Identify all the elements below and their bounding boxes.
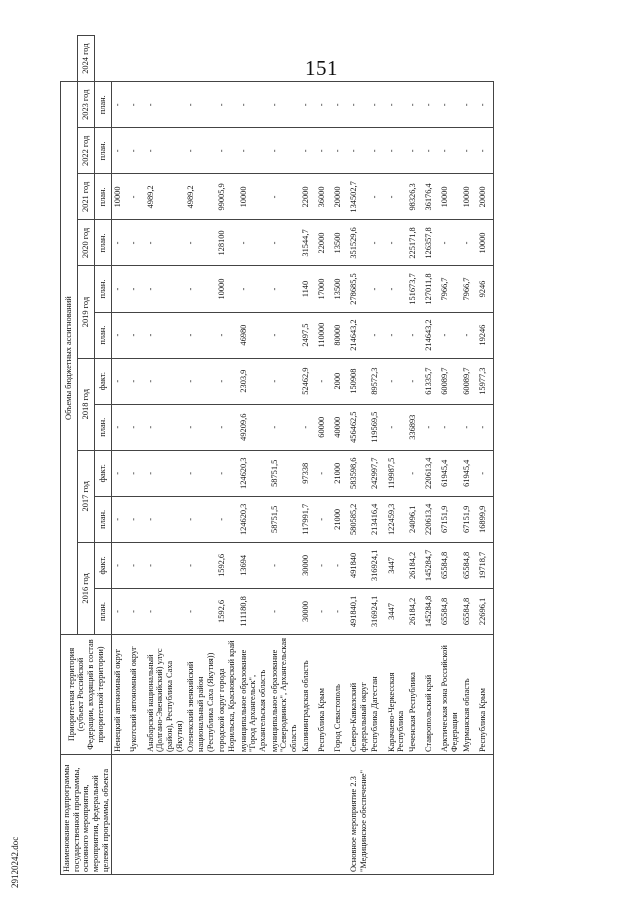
- value-cell: -: [185, 358, 216, 404]
- program-name-cell: [332, 755, 348, 875]
- value-cell: -: [112, 404, 129, 450]
- value-cell: 134502,7: [348, 174, 369, 220]
- value-cell: 10000: [439, 174, 460, 220]
- value-cell: -: [216, 404, 237, 450]
- value-cell: -: [128, 358, 144, 404]
- territory-cell: городской округ города Норильска, Красноярский край: [216, 635, 237, 755]
- value-cell: 220613,4: [423, 496, 439, 542]
- territory-cell: Оленекский эвенкийский национальный район (Республика Саха (Якутия)): [185, 635, 216, 755]
- value-cell: -: [386, 220, 407, 266]
- value-cell: 10000: [216, 266, 237, 312]
- value-cell: -: [300, 128, 316, 174]
- value-cell: -: [461, 220, 477, 266]
- value-cell: -: [332, 128, 348, 174]
- value-cell: 58751,5: [269, 450, 300, 496]
- value-cell: -: [423, 404, 439, 450]
- value-cell: 213416,4: [369, 496, 385, 542]
- value-cell: 10000: [112, 174, 129, 220]
- value-cell: 124620,3: [238, 496, 269, 542]
- value-cell: -: [145, 220, 186, 266]
- value-cell: 98326,3: [407, 174, 423, 220]
- value-cell: 220613,4: [423, 450, 439, 496]
- header-year: 2017 год: [78, 450, 95, 542]
- value-cell: 128100: [216, 220, 237, 266]
- value-cell: -: [269, 128, 300, 174]
- value-cell: 13694: [238, 542, 269, 588]
- value-cell: 30000: [300, 542, 316, 588]
- value-cell: -: [185, 542, 216, 588]
- value-cell: -: [128, 82, 144, 128]
- program-name-cell: [439, 755, 460, 875]
- header-sub-1: факт.: [95, 542, 112, 588]
- header-sub-9: план.: [95, 174, 112, 220]
- value-cell: 40000: [332, 404, 348, 450]
- value-cell: -: [216, 82, 237, 128]
- value-cell: 67151,9: [461, 496, 477, 542]
- territory-cell: Арктическая зона Российской Федерации: [439, 635, 460, 755]
- value-cell: 583598,6: [348, 450, 369, 496]
- value-cell: 3447: [386, 588, 407, 634]
- value-cell: -: [407, 358, 423, 404]
- header-program-name: Наименование подпрограммы государственной программы, основного мероприятия, мероприятия, федеральной целевой программы, объекта: [61, 755, 112, 875]
- value-cell: -: [386, 174, 407, 220]
- value-cell: 22000: [300, 174, 316, 220]
- value-cell: 336893: [407, 404, 423, 450]
- value-cell: 351529,6: [348, 220, 369, 266]
- value-cell: -: [112, 220, 129, 266]
- value-cell: -: [407, 128, 423, 174]
- value-cell: -: [316, 496, 332, 542]
- value-cell: 24096,1: [407, 496, 423, 542]
- value-cell: -: [216, 450, 237, 496]
- value-cell: -: [316, 128, 332, 174]
- territory-cell: Республика Крым: [316, 635, 332, 755]
- value-cell: -: [128, 496, 144, 542]
- value-cell: -: [269, 220, 300, 266]
- value-cell: 80000: [332, 312, 348, 358]
- table-row: [269, 36, 300, 875]
- value-cell: 1592,6: [216, 542, 237, 588]
- value-cell: -: [269, 588, 300, 634]
- table-row: [386, 36, 407, 875]
- value-cell: 97338: [300, 450, 316, 496]
- program-name-cell: [238, 755, 269, 875]
- value-cell: 19246: [477, 312, 494, 358]
- program-name-cell: [423, 755, 439, 875]
- value-cell: -: [386, 266, 407, 312]
- value-cell: 124620,3: [238, 450, 269, 496]
- table-row: [423, 36, 439, 875]
- value-cell: 17000: [316, 266, 332, 312]
- budget-table: [60, 35, 494, 875]
- value-cell: 20000: [332, 174, 348, 220]
- territory-cell: муниципальное образование "Город Архангельск", Архангельская область: [238, 635, 269, 755]
- value-cell: 13500: [332, 266, 348, 312]
- value-cell: 67151,9: [439, 496, 460, 542]
- header-year: 2020 год: [78, 220, 95, 266]
- value-cell: -: [145, 542, 186, 588]
- value-cell: -: [269, 404, 300, 450]
- value-cell: 3447: [386, 542, 407, 588]
- program-name-cell: [112, 755, 129, 875]
- value-cell: 22000: [316, 220, 332, 266]
- value-cell: -: [369, 312, 385, 358]
- value-cell: -: [145, 312, 186, 358]
- value-cell: 52462,9: [300, 358, 316, 404]
- value-cell: -: [348, 82, 369, 128]
- value-cell: -: [439, 312, 460, 358]
- value-cell: -: [477, 128, 494, 174]
- value-cell: 456462,5: [348, 404, 369, 450]
- value-cell: -: [369, 82, 385, 128]
- value-cell: 19718,7: [477, 542, 494, 588]
- header-sub-10: план.: [95, 128, 112, 174]
- value-cell: -: [369, 174, 385, 220]
- value-cell: -: [269, 82, 300, 128]
- value-cell: -: [439, 128, 460, 174]
- header-sub-11: план.: [95, 82, 112, 128]
- program-name-cell: [461, 755, 477, 875]
- value-cell: 15977,3: [477, 358, 494, 404]
- value-cell: 4989,2: [145, 174, 186, 220]
- value-cell: -: [386, 128, 407, 174]
- value-cell: 10000: [238, 174, 269, 220]
- value-cell: 214643,2: [348, 312, 369, 358]
- value-cell: -: [145, 404, 186, 450]
- value-cell: 150908: [348, 358, 369, 404]
- value-cell: -: [238, 220, 269, 266]
- rotated-table-container: [60, 35, 620, 875]
- program-name-cell: [300, 755, 316, 875]
- value-cell: 26184,2: [407, 588, 423, 634]
- value-cell: 145284,7: [423, 542, 439, 588]
- header-year: 2021 год: [78, 174, 95, 220]
- value-cell: 2000: [332, 358, 348, 404]
- table-row: [185, 36, 216, 875]
- value-cell: 20000: [477, 174, 494, 220]
- table-row: [407, 36, 423, 875]
- value-cell: -: [386, 82, 407, 128]
- value-cell: -: [145, 358, 186, 404]
- territory-cell: Ставропольский край: [423, 635, 439, 755]
- value-cell: -: [461, 128, 477, 174]
- value-cell: -: [316, 358, 332, 404]
- value-cell: -: [112, 450, 129, 496]
- table-row: [216, 36, 237, 875]
- value-cell: -: [439, 404, 460, 450]
- value-cell: -: [269, 266, 300, 312]
- header-sub-7: план.: [95, 266, 112, 312]
- value-cell: 316924,1: [369, 542, 385, 588]
- value-cell: -: [423, 82, 439, 128]
- value-cell: -: [216, 312, 237, 358]
- value-cell: -: [216, 128, 237, 174]
- value-cell: -: [477, 450, 494, 496]
- value-cell: -: [461, 82, 477, 128]
- value-cell: 61335,7: [423, 358, 439, 404]
- value-cell: 10000: [461, 174, 477, 220]
- value-cell: -: [369, 266, 385, 312]
- value-cell: -: [112, 128, 129, 174]
- value-cell: -: [407, 82, 423, 128]
- value-cell: 30000: [300, 588, 316, 634]
- page-number: 151: [305, 56, 338, 80]
- value-cell: 60089,7: [461, 358, 477, 404]
- value-cell: 225171,8: [407, 220, 423, 266]
- value-cell: 151673,7: [407, 266, 423, 312]
- value-cell: 1140: [300, 266, 316, 312]
- value-cell: 99005,9: [216, 174, 237, 220]
- value-cell: -: [145, 128, 186, 174]
- value-cell: 145284,8: [423, 588, 439, 634]
- value-cell: 4989,2: [185, 174, 216, 220]
- header-year: 2023 год: [78, 82, 95, 128]
- value-cell: 65584,8: [439, 588, 460, 634]
- value-cell: -: [185, 588, 216, 634]
- territory-cell: Анабарский национальный (Долгано-Эвенкийский) улус (район), Республика Саха (Якутия): [145, 635, 186, 755]
- value-cell: -: [332, 542, 348, 588]
- value-cell: 65584,8: [439, 542, 460, 588]
- territory-cell: Северо-Кавказский федеральный округ: [348, 635, 369, 755]
- program-name-cell: [316, 755, 332, 875]
- value-cell: -: [332, 82, 348, 128]
- territory-cell: Город Севастополь: [332, 635, 348, 755]
- value-cell: 31544,7: [300, 220, 316, 266]
- territory-cell: Ненецкий автономный округ: [112, 635, 129, 755]
- value-cell: -: [185, 404, 216, 450]
- value-cell: 7966,7: [461, 266, 477, 312]
- value-cell: -: [128, 450, 144, 496]
- value-cell: -: [185, 128, 216, 174]
- value-cell: -: [407, 312, 423, 358]
- value-cell: 126357,8: [423, 220, 439, 266]
- value-cell: -: [238, 266, 269, 312]
- value-cell: -: [369, 220, 385, 266]
- value-cell: -: [407, 450, 423, 496]
- value-cell: -: [145, 450, 186, 496]
- value-cell: -: [461, 404, 477, 450]
- value-cell: -: [369, 128, 385, 174]
- value-cell: -: [316, 542, 332, 588]
- header-year: 2024 год: [78, 36, 95, 82]
- territory-cell: Чукотский автономный округ: [128, 635, 144, 755]
- value-cell: 2303,9: [238, 358, 269, 404]
- territory-cell: Республика Крым: [477, 635, 494, 755]
- value-cell: 316924,1: [369, 588, 385, 634]
- value-cell: 65584,8: [461, 588, 477, 634]
- table-row: [316, 36, 332, 875]
- territory-cell: Чеченская Республика: [407, 635, 423, 755]
- value-cell: 36176,4: [423, 174, 439, 220]
- value-cell: -: [112, 358, 129, 404]
- value-cell: 127011,8: [423, 266, 439, 312]
- value-cell: -: [128, 174, 144, 220]
- value-cell: -: [386, 358, 407, 404]
- value-cell: -: [477, 404, 494, 450]
- value-cell: -: [145, 496, 186, 542]
- value-cell: 242997,7: [369, 450, 385, 496]
- value-cell: 214643,2: [423, 312, 439, 358]
- header-sub-3: факт.: [95, 450, 112, 496]
- value-cell: 26184,2: [407, 542, 423, 588]
- value-cell: -: [423, 128, 439, 174]
- value-cell: 7966,7: [439, 266, 460, 312]
- value-cell: -: [112, 496, 129, 542]
- value-cell: 2497,5: [300, 312, 316, 358]
- value-cell: -: [128, 266, 144, 312]
- value-cell: -: [112, 312, 129, 358]
- value-cell: -: [112, 542, 129, 588]
- value-cell: 491840,1: [348, 588, 369, 634]
- value-cell: 49209,6: [238, 404, 269, 450]
- value-cell: 36000: [316, 174, 332, 220]
- value-cell: -: [185, 450, 216, 496]
- value-cell: 1592,6: [216, 588, 237, 634]
- value-cell: 61945,4: [461, 450, 477, 496]
- table-row: [128, 36, 144, 875]
- territory-cell: Карачаево-Черкесская Республика: [386, 635, 407, 755]
- value-cell: -: [112, 266, 129, 312]
- value-cell: 22696,1: [477, 588, 494, 634]
- value-cell: 119569,5: [369, 404, 385, 450]
- value-cell: 111180,8: [238, 588, 269, 634]
- header-year: 2022 год: [78, 128, 95, 174]
- table-row: [332, 36, 348, 875]
- value-cell: 110000: [316, 312, 332, 358]
- table-row: [461, 36, 477, 875]
- value-cell: 119987,5: [386, 450, 407, 496]
- value-cell: -: [332, 588, 348, 634]
- value-cell: -: [269, 358, 300, 404]
- value-cell: -: [145, 82, 186, 128]
- value-cell: 122459,3: [386, 496, 407, 542]
- value-cell: 21000: [332, 450, 348, 496]
- value-cell: 117991,7: [300, 496, 316, 542]
- value-cell: -: [128, 128, 144, 174]
- program-name-cell: [369, 755, 385, 875]
- header-year: 2016 год: [78, 542, 95, 634]
- program-name-cell: [407, 755, 423, 875]
- value-cell: 491840: [348, 542, 369, 588]
- value-cell: -: [128, 220, 144, 266]
- value-cell: -: [128, 404, 144, 450]
- value-cell: 65584,8: [461, 542, 477, 588]
- value-cell: -: [316, 450, 332, 496]
- value-cell: -: [216, 496, 237, 542]
- program-name-cell: [145, 755, 186, 875]
- program-name-cell: [128, 755, 144, 875]
- value-cell: -: [185, 82, 216, 128]
- value-cell: -: [300, 404, 316, 450]
- header-territory: Приоритетная территория (субъект Российской Федерации, входящий в состав приоритетной территории): [61, 635, 112, 755]
- value-cell: -: [185, 496, 216, 542]
- table-row: [439, 36, 460, 875]
- value-cell: -: [238, 128, 269, 174]
- value-cell: 21000: [332, 496, 348, 542]
- table-row: [477, 36, 494, 875]
- program-name-cell: [185, 755, 216, 875]
- header-sub-2: план.: [95, 496, 112, 542]
- value-cell: -: [477, 82, 494, 128]
- value-cell: -: [145, 266, 186, 312]
- header-sub-8: план.: [95, 220, 112, 266]
- value-cell: 60000: [316, 404, 332, 450]
- table-row: [112, 36, 129, 875]
- value-cell: 61945,4: [439, 450, 460, 496]
- header-budget-group: Объемы бюджетных ассигнований: [61, 82, 78, 635]
- value-cell: 10000: [477, 220, 494, 266]
- value-cell: 9246: [477, 266, 494, 312]
- value-cell: -: [112, 588, 129, 634]
- value-cell: -: [439, 220, 460, 266]
- table-row: [348, 36, 369, 875]
- value-cell: -: [185, 266, 216, 312]
- value-cell: -: [269, 174, 300, 220]
- territory-cell: муниципальное образование "Северодвинск", Архангельская область: [269, 635, 300, 755]
- value-cell: -: [461, 312, 477, 358]
- value-cell: -: [128, 542, 144, 588]
- value-cell: -: [386, 312, 407, 358]
- value-cell: -: [128, 588, 144, 634]
- value-cell: -: [185, 220, 216, 266]
- value-cell: -: [216, 358, 237, 404]
- value-cell: 58751,5: [269, 496, 300, 542]
- value-cell: -: [145, 588, 186, 634]
- header-year: 2019 год: [78, 266, 95, 358]
- program-name-cell: [216, 755, 237, 875]
- value-cell: 16899,9: [477, 496, 494, 542]
- header-sub-6: план.: [95, 312, 112, 358]
- value-cell: 13500: [332, 220, 348, 266]
- value-cell: -: [185, 312, 216, 358]
- value-cell: 580585,2: [348, 496, 369, 542]
- value-cell: 46980: [238, 312, 269, 358]
- table-row: [238, 36, 269, 875]
- value-cell: -: [316, 82, 332, 128]
- program-name-cell: Основное мероприятие 2.3 "Медицинское обеспечение": [348, 755, 369, 875]
- value-cell: -: [269, 312, 300, 358]
- value-cell: -: [112, 82, 129, 128]
- program-name-cell: [477, 755, 494, 875]
- header-year: 2018 год: [78, 358, 95, 450]
- document-footer: 29120242.doc: [10, 836, 20, 888]
- program-name-cell: [269, 755, 300, 875]
- value-cell: -: [128, 312, 144, 358]
- value-cell: -: [386, 404, 407, 450]
- table-row: [145, 36, 186, 875]
- header-sub-0: план.: [95, 588, 112, 634]
- territory-cell: Республика Дагестан: [369, 635, 385, 755]
- value-cell: 278685,5: [348, 266, 369, 312]
- header-sub-5: факт.: [95, 358, 112, 404]
- value-cell: -: [316, 588, 332, 634]
- value-cell: 60089,7: [439, 358, 460, 404]
- table-row: [300, 36, 316, 875]
- territory-cell: Калининградская область: [300, 635, 316, 755]
- value-cell: -: [300, 82, 316, 128]
- table-row: [369, 36, 385, 875]
- value-cell: -: [348, 128, 369, 174]
- header-sub-4: план.: [95, 404, 112, 450]
- value-cell: -: [269, 542, 300, 588]
- value-cell: 89572,3: [369, 358, 385, 404]
- value-cell: -: [238, 82, 269, 128]
- program-name-cell: [386, 755, 407, 875]
- value-cell: -: [439, 82, 460, 128]
- territory-cell: Мурманская область: [461, 635, 477, 755]
